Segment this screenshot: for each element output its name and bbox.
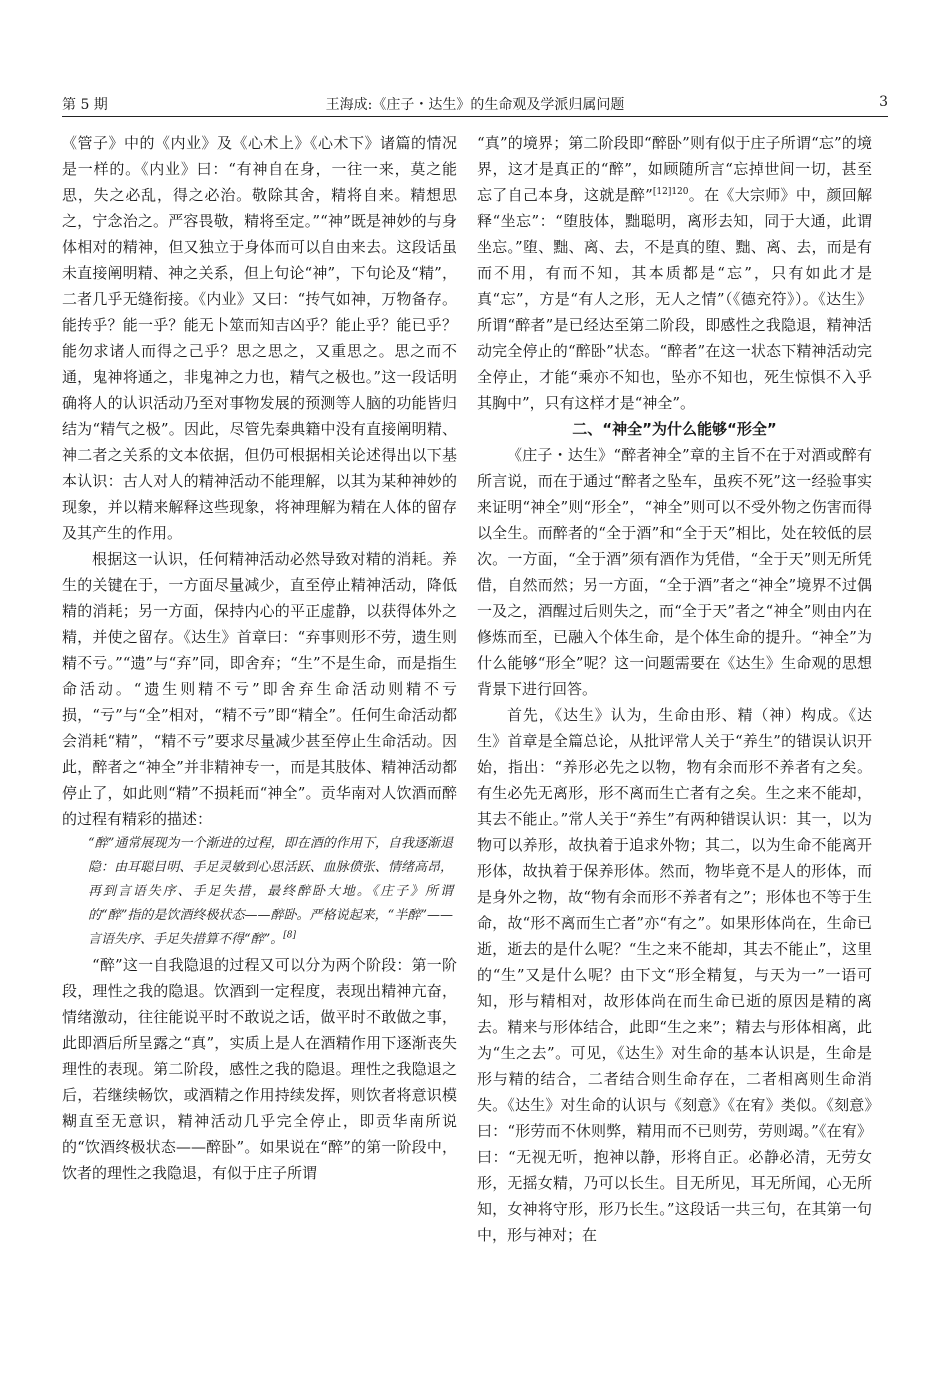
paragraph: “醉”这一自我隐退的过程又可以分为两个阶段：第一阶段，理性之我的隐退。饮酒到一定程度，表现出精神亢奋，情绪激动，往往能说平时不敢说之话，做平时不敢做之事，此即酒后所呈露之“真”，实质上是人在酒精作用下逐渐丧失理性的表现。第二阶段，感性之我的隐退。理性之我隐退之后，若继续畅饮，或酒精之作用持续发挥，则饮者将意识模糊直至无意识，精神活动几乎完全停止，即贡华南所说的“饮酒终极状态——醉卧”。如果说在“醉”的第一阶段中，饮者的理性之我隐退，有似于庄子所谓 [62, 956, 457, 1182]
section-heading: 二、“神全”为什么能够“形全” [572, 420, 777, 438]
paragraph: 根据这一认识，任何精神活动必然导致对精的消耗。养生的关键在于，一方面尽量减少，直至停止精神活动，降低精的消耗；另一方面，保持内心的平正虚静，以获得体外之精，并使之留存。《达生》首章曰：“弃事则形不劳，遗生则精不亏。”“遗”与“弃”同，即舍弃；“生”不是生命，而是指生命活动。“遗生则精不亏”即舍弃生命活动则精不亏损，“亏”与“全”相对，“精不亏”即“精全”。任何生命活动都会消耗“精”，“精不亏”要求尽量减少甚至停止生命活动。因此，醉者之“神全”并非精神专一，而是其肢体、精神活动都停止了，如此则“精”不损耗而“神全”。贡华南对人饮酒而醉的过程有精彩的描述： [62, 550, 457, 828]
issue-number: 第 5 期 [62, 97, 108, 113]
citation: [12]120 [652, 187, 689, 197]
paragraph: 首先，《达生》认为，生命由形、精（神）构成。《达生》首章是全篇总论，从批评常人关于“养生”的错误认识开始，指出：“养形必先之以物，物有余而形不养者有之矣。有生必先无离形，形不离而生亡者有之矣。生之来不能却，其去不能止。”常人关于“养生”有两种错误认识：其一，以为物可以养形，故执着于追求外物；其二，以为生命不能离开形体，故执着于保养形体。然而，物毕竟不是人的形体，而是身外之物，故“物有余而形不养者有之”；形体也不等于生命，故“形不离而生亡者”亦“有之”。如果形体尚在，生命已逝，逝去的是什么呢？“生之来不能却，其去不能止”，这里的“生”又是什么呢？由下文“形全精复，与天为一”一语可知，形与精相对，故形体尚在而生命已逝的原因是精的离去。精来与形体结合，此即“生之来”；精去与形体相离，此为“生之去”。可见，《达生》对生命的基本认识是，生命是形与精的结合，二者结合则生命存在，二者相离则生命消失。《达生》对生命的认识与《刻意》《在宥》类似。《刻意》曰：“形劳而不休则弊，精用而不已则劳，劳则竭。”《在宥》曰：“无视无听，抱神以静，形将自正。必静必清，无劳女形，无摇女精，乃可以长生。目无所见，耳无所闻，心无所知，女神将守形，形乃长生。”这段话一共三句，在其第一句中，形与神对；在 [477, 706, 872, 1244]
paragraph [477, 130, 872, 416]
running-header [62, 92, 888, 117]
paragraph: 《庄子・达生》“醉者神全”章的主旨不在于对酒或醉有所言说，而在于通过“醉者之坠车，虽疾不死”这一经验事实来证明“神全”则“形全”，“神全”则可以不受外物之伤害而得以全生。而醉者的“全于酒”和“全于天”相比，处在较低的层次。一方面，“全于酒”须有酒作为凭借，“全于天”则无所凭借，自然而然；另一方面，“全于酒”者之“神全”境界不过偶一及之，酒醒过后则失之，而“全于天”者之“神全”则由内在修炼而至，已融入个体生命，是个体生命的提升。“神全”为什么能够“形全”呢？这一问题需要在《达生》生命观的思想背景下进行回答。 [477, 446, 872, 698]
page-number: 3 [879, 94, 888, 110]
citation: [8] [283, 930, 297, 941]
paragraph-text: “真”的境界；第二阶段即“醉卧”则有似于庄子所谓“忘”的境界，这才是真正的“醉”，如顾随所言“忘掉世间一切，甚至忘了自己本身，这就是醉” [477, 134, 872, 204]
quote-text: “醉”通常展现为一个渐进的过程，即在酒的作用下，自我逐渐退隐：由耳聪目明、手足灵敏到心思活跃、血脉偾张、情绪高昂，再到言语失序、手足失措，最终醉卧大地。《庄子》所谓的“醉”指的是饮酒终极状态——醉卧。严格说起来，“半醉”——言语失序、手足失措算不得“醉”。 [88, 836, 453, 947]
block-quote [62, 832, 457, 952]
right-column [477, 130, 872, 1248]
paragraph-text: 。在《大宗师》中，颜回解释“坐忘”：“堕肢体，黜聪明，离形去知，同于大通，此谓坐忘。”堕、黜、离、去，不是真的堕、黜、离、去，而是有而不用，有而不知，其本质都是“忘”，只有如此才是真“忘”，方是“有人之形，无人之情”（《德充符》）。《达生》所谓“醉者”是已经达至第二阶段，即感性之我隐退，精神活动完全停止的“醉卧”状态。“醉者”在这一状态下精神活动完全停止，才能“乘亦不知也，坠亦不知也，死生惊惧不入乎其胸中”，只有这样才是“神全”。 [477, 186, 872, 412]
running-title: 王海成:《庄子・达生》的生命观及学派归属问题 [325, 97, 625, 113]
left-column [62, 130, 457, 1186]
paragraph: 《管子》中的《内业》及《心术上》《心术下》诸篇的情况是一样的。《内业》曰：“有神自在身，一往一来，莫之能思，失之必乱，得之必治。敬除其舍，精将自来。精想思之，宁念治之。严容畏敬，精将至定。”“神”既是神妙的与身体相对的精神，但又独立于身体而可以自由来去。这段话虽未直接阐明精、神之关系，但上句论“神”，下句论及“精”，二者几乎无缝衔接。《内业》又曰：“抟气如神，万物备存。能抟乎？能一乎？能无卜筮而知吉凶乎？能止乎？能已乎？能勿求诸人而得之己乎？思之思之，又重思之。思之而不通，鬼神将通之，非鬼神之力也，精气之极也。”这一段话明确将人的认识活动乃至对事物发展的预测等人脑的功能皆归结为“精气之极”。因此，尽管先秦典籍中没有直接阐明精、神二者之关系的文本依据，但仍可根据相关论述得出以下基本认识：古人对人的精神活动不能理解，以其为某种神妙的现象，并以精来解释这些现象，将神理解为精在人体的留存及其产生的作用。 [62, 134, 457, 542]
